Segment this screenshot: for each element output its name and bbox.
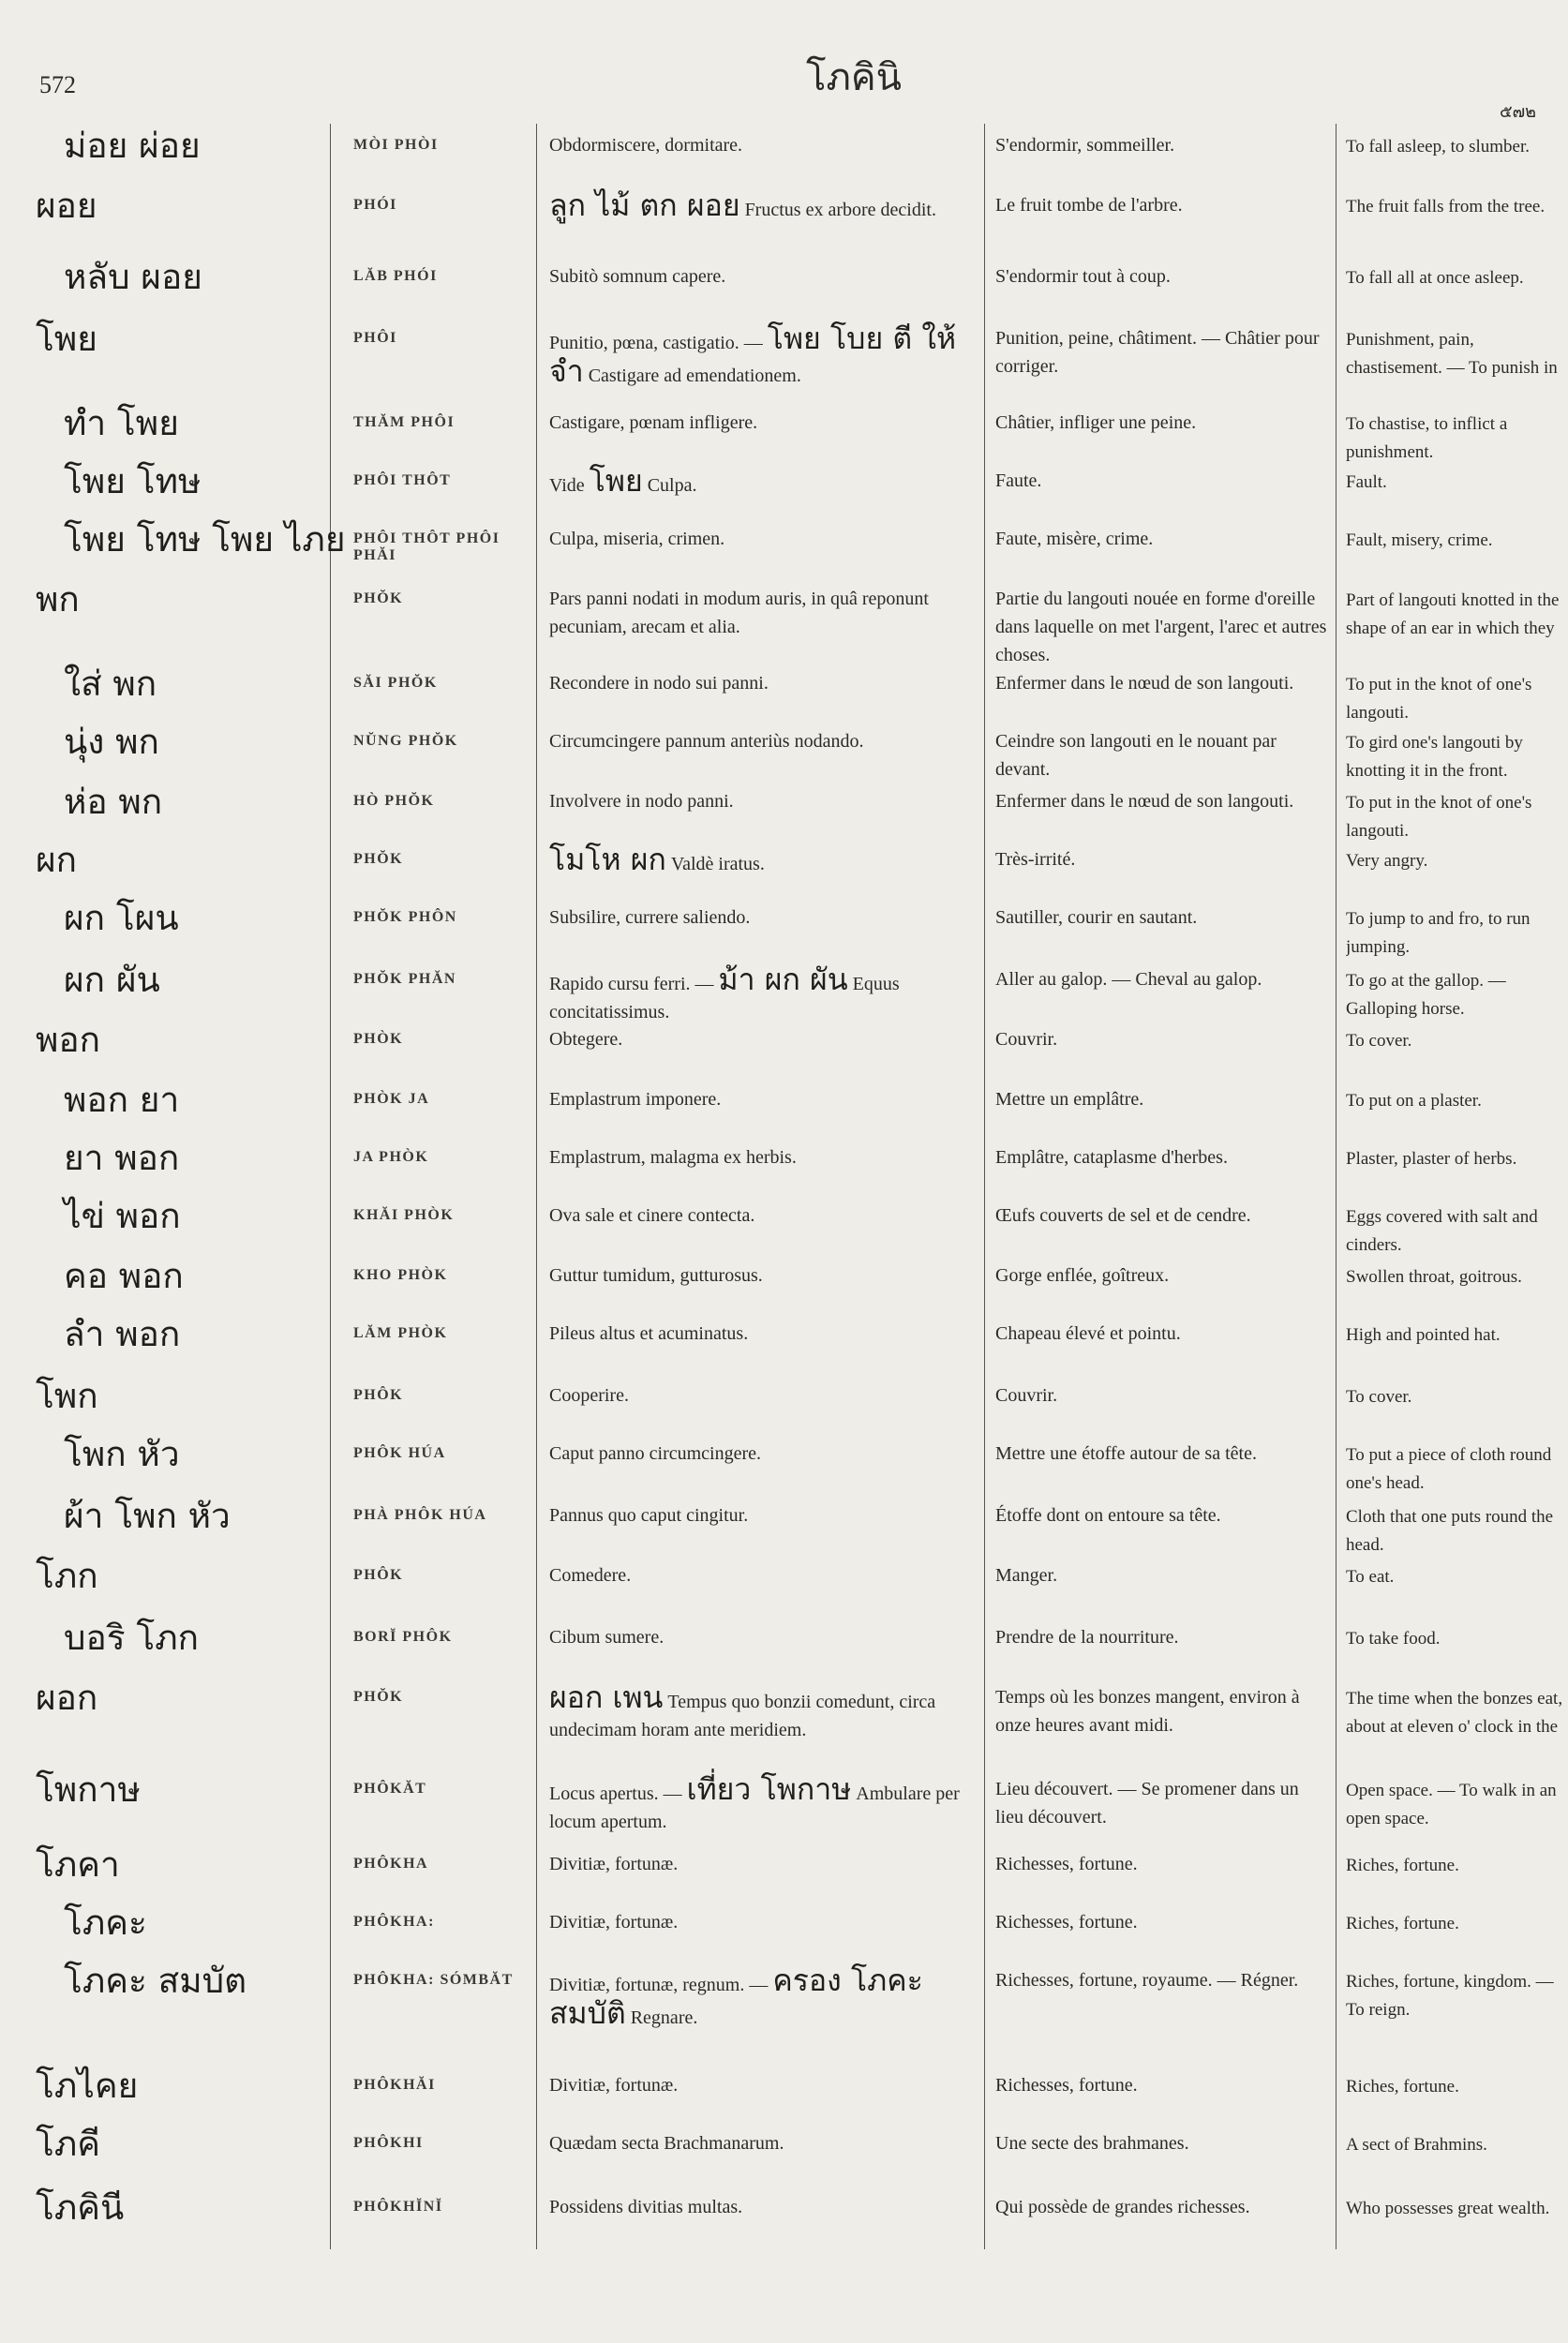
transliteration: PHÔKHĂI <box>353 2077 436 2093</box>
english-definition: Riches, fortune. <box>1346 1856 1459 1875</box>
headword-thai: บอริ โภก <box>64 1618 200 1658</box>
latin-text: Pars panni nodati in modum auris, in quâ reponunt pecuniam, arecam et alia. <box>549 589 929 637</box>
latin-thai-example: ผอก เพน <box>549 1679 664 1715</box>
transliteration: PHÔI <box>353 330 397 346</box>
transliteration: PHŎK PHÔN <box>353 909 457 925</box>
latin-text: Punitio, pœna, castigatio. — <box>549 333 763 353</box>
transliteration: PHŎK <box>353 1689 404 1705</box>
headword-thai: โภไคย <box>36 2066 139 2106</box>
english-definition: To fall asleep, to slumber. <box>1346 137 1531 157</box>
latin-text: Divitiæ, fortunæ. <box>549 1854 679 1874</box>
english-definition: Eggs covered with salt and cinders. <box>1346 1207 1538 1255</box>
french-definition: Gorge enflée, goîtreux. <box>995 1265 1170 1286</box>
latin-definition <box>549 1320 969 1348</box>
english-definition: Fault. <box>1346 472 1387 492</box>
transliteration: PHÔI THÔT PHÔI PHĂI <box>353 530 500 563</box>
english-definition: The time when the bonzes eat, about at eleven o' clock in the <box>1346 1689 1563 1737</box>
latin-definition <box>549 1850 969 1878</box>
latin-text: Subsilire, currere saliendo. <box>549 907 751 928</box>
headword-thai: โพย โทษ <box>64 461 202 501</box>
latin-definition <box>549 1771 969 1836</box>
headword-thai: ม่อย ผ่อย <box>64 126 201 166</box>
latin-definition <box>549 1561 969 1589</box>
french-definition: Œufs couverts de sel et de cendre. <box>995 1205 1251 1226</box>
latin-text: Locus apertus. — <box>549 1783 682 1804</box>
headword-thai: หลับ ผอย <box>64 257 202 297</box>
english-definition: To cover. <box>1346 1387 1412 1407</box>
english-definition: Very angry. <box>1346 851 1428 871</box>
latin-definition <box>549 409 969 437</box>
french-definition: Ceindre son langouti en le nouant par devant. <box>995 731 1277 780</box>
headword-thai: โภคะ สมบัต <box>64 1961 247 2001</box>
latin-definition <box>549 787 969 815</box>
transliteration: PHÔKHA: <box>353 1914 435 1930</box>
latin-text: Divitiæ, fortunæ, regnum. — <box>549 1975 769 1995</box>
latin-text: Emplastrum, malagma ex herbis. <box>549 1147 797 1168</box>
transliteration: PHÔKHĬNĬ <box>353 2199 443 2215</box>
latin-text: Subitò somnum capere. <box>549 266 726 287</box>
latin-definition <box>549 903 969 932</box>
running-head: โภคินิ <box>806 56 902 99</box>
french-definition: Couvrir. <box>995 1029 1058 1050</box>
latin-definition <box>549 962 969 1026</box>
latin-text: Divitiæ, fortunæ. <box>549 1912 679 1933</box>
latin-definition <box>549 1261 969 1290</box>
latin-text: Recondere in nodo sui panni. <box>549 673 769 694</box>
transliteration: PHÔK <box>353 1567 404 1583</box>
latin-text: Quædam secta Brachmanarum. <box>549 2133 784 2154</box>
latin-text: Involvere in nodo panni. <box>549 791 734 812</box>
latin-text: Caput panno circumcingere. <box>549 1443 762 1464</box>
latin-definition <box>549 262 969 291</box>
headword-thai: โพก หัว <box>64 1434 180 1474</box>
transliteration: KHĂI PHÒK <box>353 1207 455 1223</box>
headword-thai: ผก โผน <box>64 898 179 938</box>
latin-definition <box>549 2193 969 2221</box>
latin-text-after: Ambulare per locum apertum. <box>549 1783 960 1832</box>
transliteration: PHÒK JA <box>353 1091 430 1107</box>
english-definition: Punishment, pain, chastisement. — To punish in <box>1346 330 1558 378</box>
latin-definition <box>549 1679 969 1744</box>
headword-thai: พอก <box>36 1020 101 1060</box>
english-definition: Riches, fortune. <box>1346 2077 1459 2097</box>
french-definition: Richesses, fortune. <box>995 1854 1138 1874</box>
latin-text: Castigare, pœnam infligere. <box>549 412 758 433</box>
transliteration: PHÔK HÚA <box>353 1445 446 1461</box>
english-definition: To take food. <box>1346 1629 1441 1649</box>
french-definition: Enfermer dans le nœud de son langouti. <box>995 673 1294 694</box>
headword-thai: ผก <box>36 840 78 880</box>
transliteration: LĂB PHÓI <box>353 268 438 284</box>
english-definition: To go at the gallop. — Galloping horse. <box>1346 971 1506 1019</box>
transliteration: PHÔKHA <box>353 1856 429 1872</box>
latin-text: Pannus quo caput cingitur. <box>549 1505 749 1526</box>
latin-thai-example: โพย โบย ตี ให้ จำ <box>549 321 957 389</box>
latin-text: Pileus altus et acuminatus. <box>549 1323 749 1344</box>
latin-text: Comedere. <box>549 1565 632 1586</box>
transliteration: BORĬ PHÔK <box>353 1629 453 1645</box>
french-definition: Mettre un emplâtre. <box>995 1089 1144 1110</box>
latin-definition <box>549 1381 969 1410</box>
transliteration: THĂM PHÔI <box>353 414 455 430</box>
latin-text: Fructus ex arbore decidit. <box>744 200 936 220</box>
transliteration: PHŎK <box>353 851 404 867</box>
headword-thai: โพย โทษ โพย ไภย <box>64 519 346 560</box>
headword-thai: ไข่ พอก <box>64 1196 181 1236</box>
headword-thai: ห่อ พก <box>64 782 163 822</box>
transliteration: PHÔKĂT <box>353 1781 427 1797</box>
french-definition: Lieu découvert. — Se promener dans un lieu découvert. <box>995 1779 1299 1828</box>
latin-text-after: Culpa. <box>647 475 697 496</box>
headword-thai: โภคะ <box>64 1903 147 1943</box>
headword-thai: ผก ผัน <box>64 960 160 1000</box>
latin-definition <box>549 1440 969 1468</box>
latin-thai-example: โมโห ผก <box>549 842 666 877</box>
headword-thai: ผอก <box>36 1678 98 1718</box>
latin-definition <box>549 131 969 159</box>
french-definition: Enfermer dans le nœud de son langouti. <box>995 791 1294 812</box>
english-definition: To chastise, to inflict a punishment. <box>1346 414 1508 462</box>
english-definition: To put on a plaster. <box>1346 1091 1482 1111</box>
transliteration: PHÔKHA: SÓMBĂT <box>353 1972 514 1988</box>
headword-thai: ใส่ พก <box>64 664 157 704</box>
latin-text: Cibum sumere. <box>549 1627 665 1648</box>
french-definition: Richesses, fortune, royaume. — Régner. <box>995 1970 1299 1991</box>
french-definition: Très-irrité. <box>995 849 1076 870</box>
headword-thai: โภคินี <box>36 2187 125 2228</box>
transliteration: KHO PHÒK <box>353 1267 448 1283</box>
english-definition: To jump to and fro, to run jumping. <box>1346 909 1531 957</box>
latin-text: Valdè iratus. <box>670 854 765 874</box>
transliteration: MÒI PHÒI <box>353 137 439 153</box>
english-definition: To cover. <box>1346 1031 1412 1051</box>
latin-text: Rapido cursu ferri. — <box>549 974 714 994</box>
transliteration: JA PHÒK <box>353 1149 429 1165</box>
english-definition: High and pointed hat. <box>1346 1325 1501 1345</box>
headword-thai: คอ พอก <box>64 1256 184 1296</box>
latin-text: Culpa, miseria, crimen. <box>549 529 725 549</box>
transliteration: PHÓI <box>353 197 397 213</box>
headword-thai: ผ้า โพก หัว <box>64 1496 231 1536</box>
english-definition: To put a piece of cloth round one's head. <box>1346 1445 1552 1493</box>
headword-thai: พก <box>36 579 80 619</box>
french-definition: Richesses, fortune. <box>995 2075 1138 2096</box>
english-definition: To fall all at once asleep. <box>1346 268 1524 288</box>
latin-text-after: Regnare. <box>630 2007 698 2028</box>
latin-text-after: Equus concitatissimus. <box>549 974 900 1022</box>
english-definition: To put in the knot of one's langouti. <box>1346 793 1532 841</box>
english-definition: Swollen throat, goitrous. <box>1346 1267 1522 1287</box>
english-definition: A sect of Brahmins. <box>1346 2135 1487 2155</box>
latin-definition <box>549 1201 969 1230</box>
headword-thai: โพย <box>36 319 97 359</box>
french-definition: Prendre de la nourriture. <box>995 1627 1179 1648</box>
latin-definition <box>549 2071 969 2099</box>
english-definition: To eat. <box>1346 1567 1395 1587</box>
french-definition: Chapeau élevé et pointu. <box>995 1323 1181 1344</box>
headword-thai: โภก <box>36 1556 98 1596</box>
latin-thai-example: โพย <box>589 463 643 499</box>
latin-definition <box>549 1025 969 1053</box>
english-definition: Riches, fortune. <box>1346 1914 1459 1933</box>
english-definition: Fault, misery, crime. <box>1346 530 1493 550</box>
french-definition: Aller au galop. — Cheval au galop. <box>995 969 1262 990</box>
latin-definition <box>549 1623 969 1651</box>
transliteration: SĂI PHŎK <box>353 675 438 691</box>
headword-thai: โพก <box>36 1376 98 1416</box>
french-definition: Faute, misère, crime. <box>995 529 1154 549</box>
latin-definition <box>549 2129 969 2157</box>
latin-definition <box>549 187 969 224</box>
latin-definition <box>549 1085 969 1113</box>
french-definition: Faute. <box>995 470 1042 491</box>
transliteration: PHÀ PHÔK HÚA <box>353 1507 487 1523</box>
page-number: 572 <box>39 71 76 98</box>
french-definition: Richesses, fortune. <box>995 1912 1138 1933</box>
latin-thai-example: ลูก ไม้ ตก ผอย <box>549 187 740 223</box>
french-definition: Châtier, infliger une peine. <box>995 412 1197 433</box>
french-definition: Manger. <box>995 1565 1058 1586</box>
latin-definition <box>549 842 969 878</box>
french-definition: Emplâtre, cataplasme d'herbes. <box>995 1147 1228 1168</box>
english-definition: Riches, fortune, kingdom. — To reign. <box>1346 1972 1554 2020</box>
latin-text: Divitiæ, fortunæ. <box>549 2075 679 2096</box>
english-definition: Cloth that one puts round the head. <box>1346 1507 1554 1555</box>
french-definition: Le fruit tombe de l'arbre. <box>995 195 1183 216</box>
french-definition: Mettre une étoffe autour de sa tête. <box>995 1443 1257 1464</box>
headword-thai: ยา พอก <box>64 1138 180 1178</box>
french-definition: Partie du langouti nouée en forme d'oreille dans laquelle on met l'argent, l'arec et autres choses. <box>995 589 1327 665</box>
headword-thai: ลำ พอก <box>64 1314 181 1354</box>
english-definition: Plaster, plaster of herbs. <box>1346 1149 1517 1169</box>
transliteration: PHÔK <box>353 1387 404 1403</box>
transliteration: HÒ PHŎK <box>353 793 435 809</box>
french-definition: Étoffe dont on entoure sa tête. <box>995 1505 1221 1526</box>
latin-text: Obtegere. <box>549 1029 623 1050</box>
french-definition: Punition, peine, châtiment. — Châtier pour corriger. <box>995 328 1320 377</box>
headword-thai: พอก ยา <box>64 1080 180 1120</box>
english-definition: Who possesses great wealth. <box>1346 2199 1550 2218</box>
latin-thai-example: ครอง โภคะ สมบัติ <box>549 1962 923 2031</box>
transliteration: PHÔKHI <box>353 2135 424 2151</box>
headword-thai: โพกาษ <box>36 1769 141 1810</box>
latin-text: Emplastrum imponere. <box>549 1089 722 1110</box>
latin-text: Tempus quo bonzii comedunt, circa undecimam horam ante meridiem. <box>549 1692 936 1740</box>
latin-definition <box>549 669 969 697</box>
transliteration: PHŎK PHĂN <box>353 971 456 987</box>
transliteration: PHÔI THÔT <box>353 472 452 488</box>
english-definition: To gird one's langouti by knotting it in the front. <box>1346 733 1523 781</box>
english-definition: Part of langouti knotted in the shape of an ear in which they <box>1346 590 1560 638</box>
french-definition: Sautiller, courir en sautant. <box>995 907 1198 928</box>
latin-definition <box>549 1908 969 1936</box>
latin-text: Circumcingere pannum anteriùs nodando. <box>549 731 864 752</box>
transliteration: PHÒK <box>353 1031 404 1047</box>
french-definition: S'endormir tout à coup. <box>995 266 1171 287</box>
headword-thai: ทำ โพย <box>64 403 179 443</box>
english-definition: The fruit falls from the tree. <box>1346 197 1546 216</box>
latin-text: Guttur tumidum, gutturosus. <box>549 1265 763 1286</box>
french-definition: Temps où les bonzes mangent, environ à onze heures avant midi. <box>995 1687 1300 1736</box>
latin-text: Ova sale et cinere contecta. <box>549 1205 755 1226</box>
french-definition: Qui possède de grandes richesses. <box>995 2197 1250 2217</box>
latin-text-after: Castigare ad emendationem. <box>588 366 801 386</box>
latin-text: Possidens divitias multas. <box>549 2197 743 2217</box>
headword-thai: โภคา <box>36 1844 120 1885</box>
latin-definition <box>549 727 969 755</box>
thai-page-numeral: ๕๗๒ <box>1500 102 1537 122</box>
transliteration: LĂM PHÒK <box>353 1325 448 1341</box>
latin-thai-example: ม้า ผก ผัน <box>718 962 848 997</box>
headword-thai: นุ่ง พก <box>64 722 159 762</box>
english-definition: Open space. — To walk in an open space. <box>1346 1781 1557 1828</box>
latin-definition <box>549 1501 969 1530</box>
latin-definition <box>549 463 969 500</box>
latin-definition <box>549 585 969 641</box>
latin-thai-example: เที่ยว โพกาษ <box>686 1771 852 1807</box>
transliteration: NŬNG PHŎK <box>353 733 458 749</box>
english-definition: To put in the knot of one's langouti. <box>1346 675 1532 723</box>
french-definition: Une secte des brahmanes. <box>995 2133 1189 2154</box>
latin-text: Cooperire. <box>549 1385 629 1406</box>
french-definition: Couvrir. <box>995 1385 1058 1406</box>
transliteration: PHŎK <box>353 590 404 606</box>
latin-text: Vide <box>549 475 585 496</box>
latin-definition <box>549 321 969 390</box>
latin-definition <box>549 525 969 553</box>
latin-text: Obdormiscere, dormitare. <box>549 135 743 156</box>
headword-thai: ผอย <box>36 186 97 226</box>
french-definition: S'endormir, sommeiller. <box>995 135 1175 156</box>
latin-definition <box>549 1962 969 2032</box>
latin-definition <box>549 1143 969 1172</box>
headword-thai: โภคี <box>36 2124 101 2164</box>
